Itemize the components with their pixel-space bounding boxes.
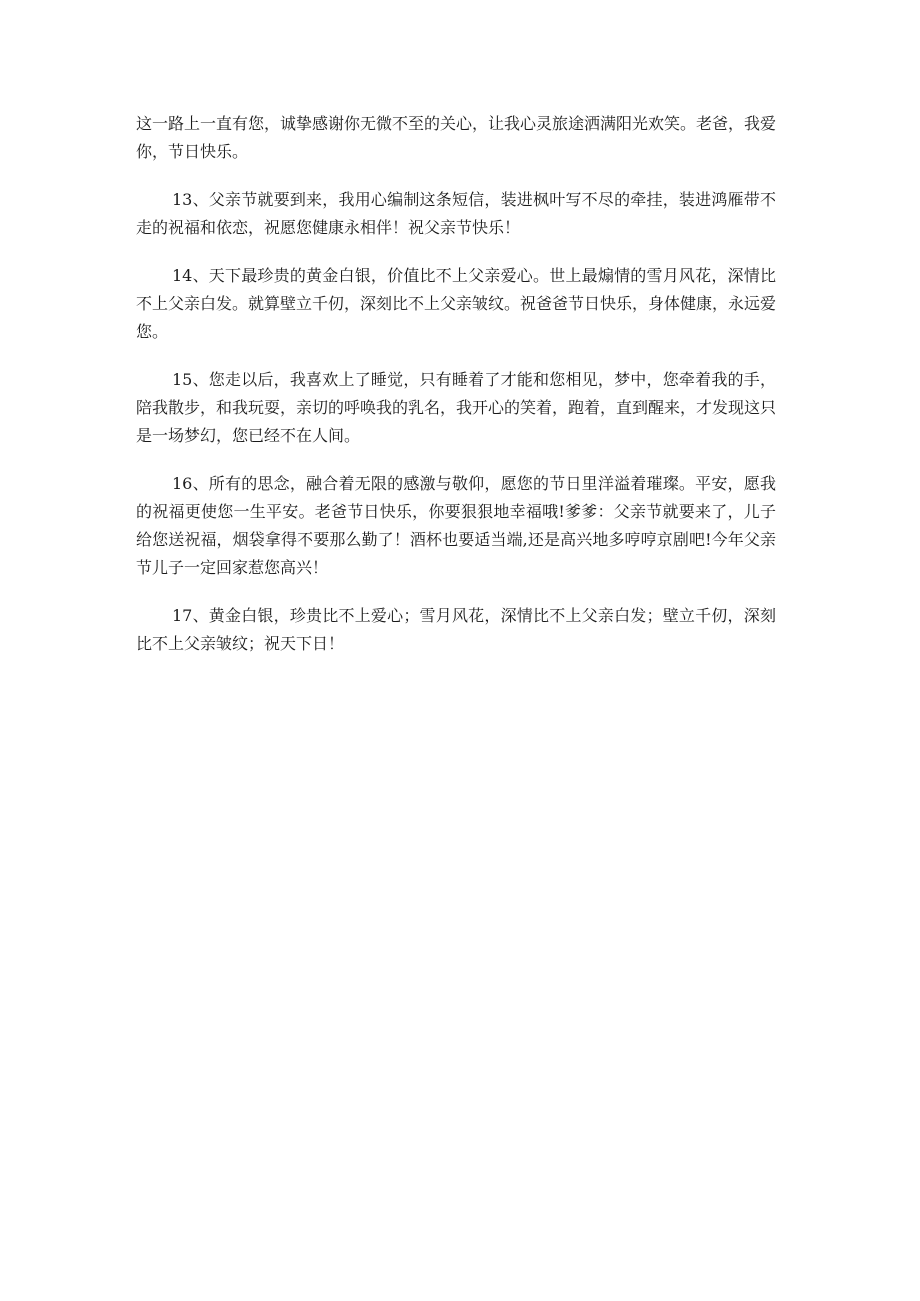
paragraph-17: 17、黄金白银，珍贵比不上爱心；雪月风花，深情比不上父亲白发；壁立千仞，深刻比不上父亲皱纹；祝天下日！ <box>136 606 776 653</box>
paragraph-13: 13、父亲节就要到来，我用心编制这条短信，装进枫叶写不尽的牵挂，装进鸿雁带不走的祝福和依恋，祝愿您健康永相伴！祝父亲节快乐！ <box>136 190 776 237</box>
paragraph-intro: 这一路上一直有您，诚挚感谢你无微不至的关心，让我心灵旅途洒满阳光欢笑。老爸，我爱你，节日快乐。 <box>136 114 777 161</box>
paragraph-16: 16、所有的思念，融合着无限的感激与敬仰，愿您的节日里洋溢着璀璨。平安，愿我的祝福更使您一生平安。老爸节日快乐，你要狠狠地幸福哦!爹爹：父亲节就要来了，儿子给您送祝福，烟袋拿得不要那么勤了！酒杯也要适当端,还是高兴地多哼哼京剧吧!今年父亲节儿子一定回家惹您高兴！ <box>136 474 776 577</box>
paragraph-15: 15、您走以后，我喜欢上了睡觉，只有睡着了才能和您相见，梦中，您牵着我的手，陪我散步，和我玩耍，亲切的呼唤我的乳名，我开心的笑着，跑着，直到醒来，才发现这只是一场梦幻，您已经不在人间。 <box>136 370 777 445</box>
document-body <box>136 110 776 678</box>
paragraph-14: 14、天下最珍贵的黄金白银，价值比不上父亲爱心。世上最煽情的雪月风花，深情比不上父亲白发。就算壁立千仞，深刻比不上父亲皱纹。祝爸爸节日快乐，身体健康，永远爱您。 <box>136 266 777 341</box>
